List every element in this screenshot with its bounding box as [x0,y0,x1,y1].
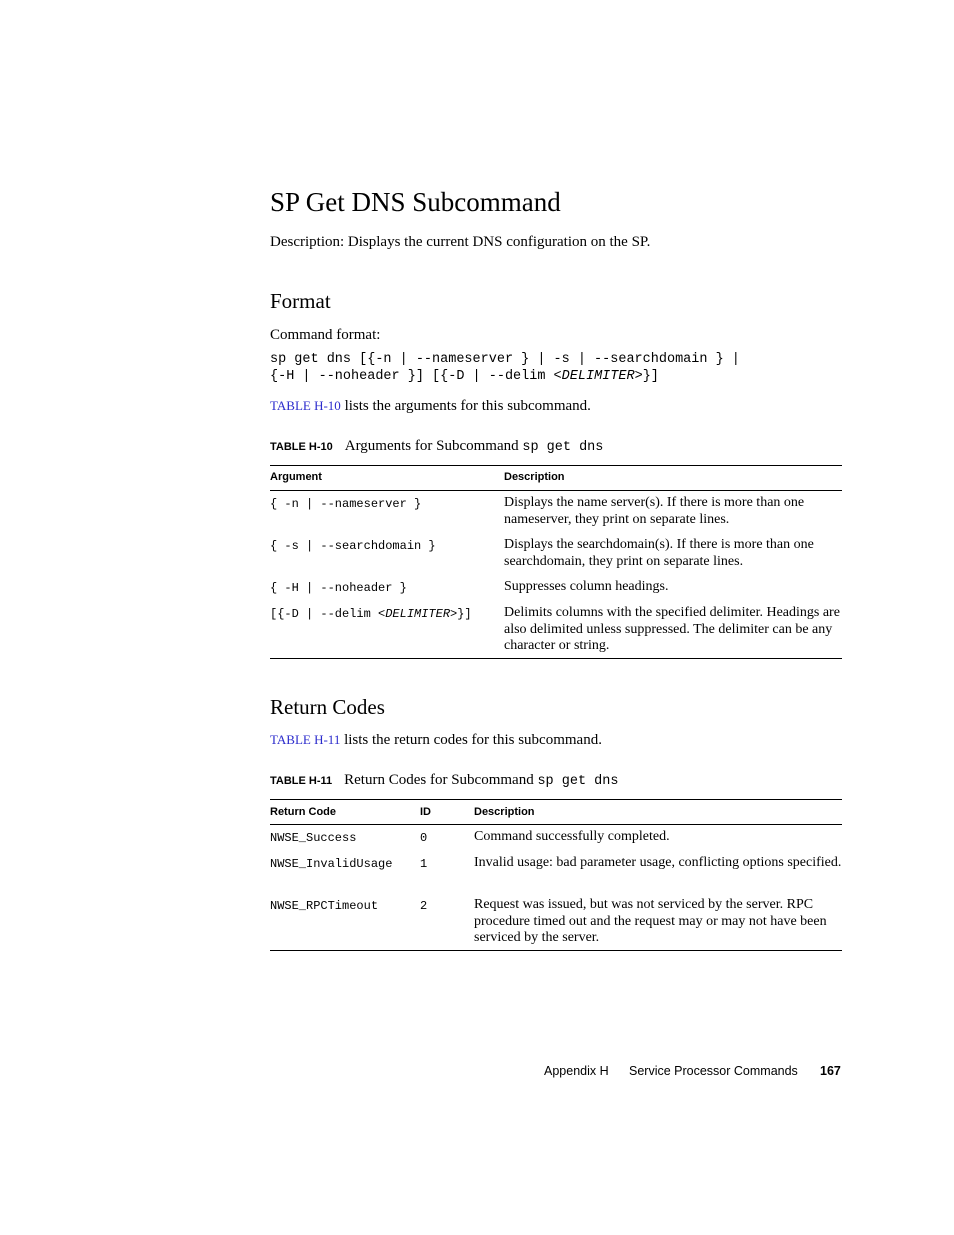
table-h11-header-return-code: Return Code [270,806,336,818]
format-heading: Format [270,289,331,313]
syntax-delimiter-var: DELIMITER [561,369,635,384]
page-number: 167 [820,1064,841,1078]
table-row-argument: { -s | --searchdomain } [270,539,436,553]
table-h11-caption [270,771,618,789]
table-row-description: Delimits columns with the specified delimiter. Headings are also delimited unless suppressed. The delimiter can be any character or string. [504,605,840,653]
table-h11-label: TABLE H-11 [270,775,333,787]
table-h11-header-description: Description [474,806,535,818]
table-h11-top-rule [270,799,842,800]
table-row-description: Suppresses column headings. [504,579,669,594]
syntax-prefix: {-H | --noheader }] [{-D [270,369,465,384]
table-h10-top-rule [270,465,842,466]
table-row-id: 1 [420,857,428,871]
table-h11-ref-text: lists the return codes for this subcommand. [340,732,602,748]
table-row-return-code: NWSE_InvalidUsage [270,857,393,871]
table-h11-header-rule [270,824,842,825]
footer-appendix: Appendix H [544,1064,609,1078]
table-row-id: 0 [420,831,428,845]
table-h10-caption-text: Arguments for Subcommand [344,438,523,454]
arg-prefix: [{-D | --delim < [270,607,386,621]
table-h11-header-id: ID [420,806,431,818]
return-codes-heading: Return Codes [270,695,385,719]
arg-suffix: >}] [450,607,472,621]
table-h10-link[interactable]: TABLE H-10 [270,398,341,413]
command-syntax-line-1: sp get dns [{-n | --nameserver } | -s | --searchdomain } | [270,352,740,367]
table-row-return-code: NWSE_Success [270,831,357,845]
table-h10-bottom-rule [270,658,842,659]
table-row-description: Displays the searchdomain(s). If there is more than one searchdomain, they print on separate lines. [504,537,814,569]
syntax-suffix: >}] [634,369,659,384]
table-row-description: Invalid usage: bad parameter usage, conflicting options specified. [474,855,842,870]
footer-chapter: Service Processor Commands [629,1064,798,1078]
table-row-argument [270,607,472,621]
table-row-id: 2 [420,899,428,913]
table-row-description: Displays the name server(s). If there is more than one nameserver, they print on separate lines. [504,495,805,527]
table-h11-bottom-rule [270,950,842,951]
table-h10-header-description: Description [504,471,565,483]
table-row-description: Request was issued, but was not serviced by the server. RPC procedure timed out and the request may or may not have been serviced by the server. [474,897,827,945]
syntax-separator: | [464,369,489,384]
arg-delimiter-var: DELIMITER [385,607,451,621]
syntax-delim: --delim < [488,369,562,384]
table-h10-header-rule [270,490,842,491]
table-row-argument: { -H | --noheader } [270,581,407,595]
table-h10-caption [270,437,603,455]
table-h11-link[interactable]: TABLE H-11 [270,732,341,747]
table-h11-caption-code: sp get dns [537,774,619,789]
command-syntax-line-2 [270,369,659,384]
description-text: Description: Displays the current DNS configuration on the SP. [270,234,651,250]
table-h11-reference [270,732,602,749]
command-format-label: Command format: [270,327,381,343]
table-h10-label: TABLE H-10 [270,441,333,453]
table-row-return-code: NWSE_RPCTimeout [270,899,379,913]
table-h10-caption-code: sp get dns [522,440,604,455]
table-h11-caption-text: Return Codes for Subcommand [344,772,538,788]
table-row-argument: { -n | --nameserver } [270,497,422,511]
table-h10-header-argument: Argument [270,471,322,483]
table-row-description: Command successfully completed. [474,829,670,844]
table-h10-ref-text: lists the arguments for this subcommand. [340,398,591,414]
page-title: SP Get DNS Subcommand [270,187,561,217]
table-h10-reference [270,398,591,415]
